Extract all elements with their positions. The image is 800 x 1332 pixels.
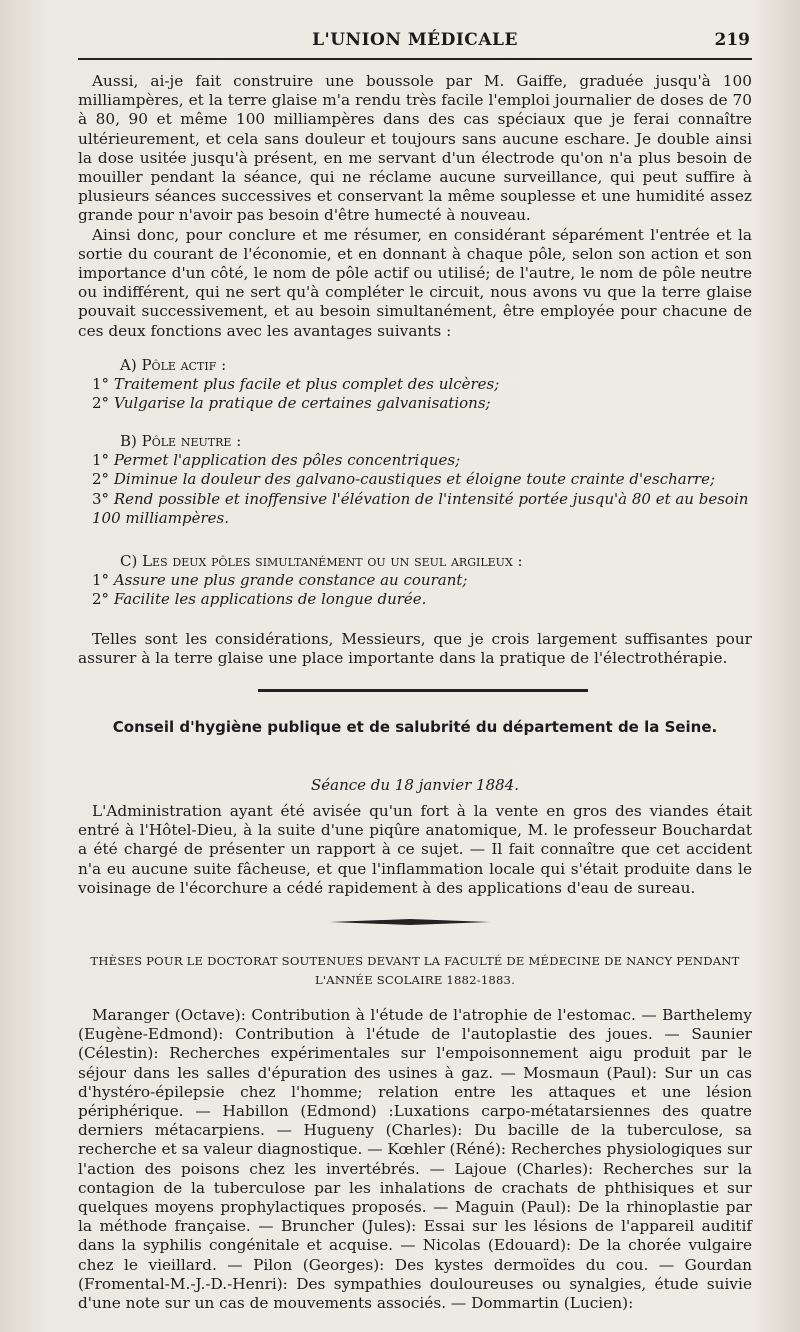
theses-text — [78, 1006, 752, 1313]
closing-text — [78, 630, 752, 668]
ornamental-rule — [330, 919, 490, 925]
list-item — [78, 470, 752, 489]
paragraph-conclusion: Ainsi donc, pour conclure et me résumer, en considérant séparément l'entrée et la sortie du courant de l'économie, et en donnant à chaque pôle, selon son action et son importance d'un côté, le nom de pôle actif ou utilisé; de l'autre, le nom de pôle neutre ou indifférent, qui ne sert qu'à compléter le circuit, nous avons vu que la terre glaise pouvait successivement, et au besoin simultanément, être employée pour chacune de ces deux fonctions avec les avantages suivants : — [78, 225, 752, 340]
session-date: Séance du 18 janvier 1884. — [311, 776, 519, 794]
item-number: 2° — [92, 394, 110, 413]
paragraph-theses: Maranger (Octave): Contribution à l'étude de l'atrophie de l'estomac. — Barthelemy (Eugène-Edmond): Contribution à l'étude de l'autoplastie des joues. — Saunier (Célestin): Recherches expérimentales sur l'empoisonnement aigu produit par le séjour dans les salles d'épuration des usines à gaz. — Mosmaun (Paul): Sur un cas d'hystéro-épilepsie chez l'homme; relation entre les attaques et une lésion périphérique. — Habillon (Edmond) :Luxations carpo-métatarsiennes des quatre derniers métacarpiens. — Hugueny (Charles): Du bacille de la tuberculose, sa recherche et sa valeur diagnostique. — Kœhler (Réné): Recherches physiologiques sur l'action des poisons chez les invertébrés. — Lajoue (Charles): Recherches sur la contagion de la tuberculose par les inhalations de crachats de phthisiques et sur quelques moyens prophylactiques proposés. — Maguin (Paul): De la rhinoplastie par la méthode française. — Bruncher (Jules): Essai sur les lésions de l'appareil auditif dans la syphilis congénitale et acquise. — Nicolas (Edouard): De la chorée vulgaire chez le vieillard. — Pilon (Georges): Des kystes dermoïdes du cou. — Gourdan (Fromental-M.-J.-D.-Henri): Des sympathies douloureuses ou synalgies, étude suivie d'une note sur un cas de mouvements associés. — Dommartin (Lucien): — [78, 1006, 752, 1313]
list-heading: A) Pôle actif : — [120, 356, 227, 374]
list-pole-neutre — [78, 432, 752, 528]
section-divider — [258, 689, 588, 692]
item-text: Facilite les applications de longue durée. — [113, 590, 427, 609]
list-heading: C) Les deux pôles simultanément ou un seul argileux : — [120, 552, 523, 570]
running-header — [78, 28, 752, 60]
section-text — [78, 802, 752, 898]
theses-heading-line2: L'ANNÉE SCOLAIRE 1882-1883. — [314, 973, 516, 987]
list-item — [78, 571, 752, 590]
list-heading: B) Pôle neutre : — [120, 432, 242, 450]
item-number: 2° — [92, 470, 110, 489]
item-text: Traitement plus facile et plus complet des ulcères; — [113, 375, 500, 394]
item-number: 1° — [92, 451, 110, 470]
item-text: Rend possible et inoffensive l'élévation de l'intensité portée jusqu'à 80 et au besoin 100 milliampères. — [92, 489, 749, 527]
section-title: Conseil d'hygiène publique et de salubrité du département de la Seine. — [112, 718, 718, 736]
theses-heading-line1: THÈSES POUR LE DOCTORAT SOUTENUES DEVANT LA FACULTÉ DE MÉDECINE DE NANCY PENDANT — [90, 954, 740, 968]
item-text: Vulgarise la pratique de certaines galvanisations; — [113, 394, 491, 413]
paragraph-closing: Telles sont les considérations, Messieurs, que je crois largement suffisantes pour assurer à la terre glaise une place importante dans la pratique de l'électrothérapie. — [78, 630, 752, 668]
page-number: 219 — [714, 30, 750, 50]
list-item — [78, 451, 752, 470]
intro-text — [78, 72, 752, 341]
item-text: Diminue la douleur des galvano-caustiques et éloigne toute crainte d'escharre; — [113, 470, 716, 489]
list-item — [78, 490, 752, 528]
item-number: 3° — [92, 489, 110, 508]
item-number: 2° — [92, 590, 110, 609]
list-item — [78, 394, 752, 413]
paragraph-conseil: L'Administration ayant été avisée qu'un fort à la vente en gros des viandes était entré à l'Hôtel-Dieu, à la suite d'une piqûre anatomique, M. le professeur Bouchardat a été chargé de présenter un rapport à ce sujet. — Il fait connaître que cet accident n'a eu aucune suite fâcheuse, et que l'inflammation locale qui s'était produite dans le voisinage de l'écorchure a cédé rapidement à des applications d'eau de sureau. — [78, 802, 752, 897]
item-text: Permet l'application des pôles concentriques; — [113, 451, 461, 470]
ornament-shape — [330, 919, 490, 925]
item-number: 1° — [92, 571, 110, 590]
theses-heading — [78, 952, 752, 990]
list-item — [78, 590, 752, 609]
item-text: Assure une plus grande constance au courant; — [113, 571, 468, 590]
list-item — [78, 375, 752, 394]
list-deux-poles — [78, 552, 752, 610]
paragraph-boussole: Aussi, ai-je fait construire une boussole par M. Gaiffe, graduée jusqu'à 100 milliampères, et la terre glaise m'a rendu très facile l'emploi journalier de doses de 70 à 80, 90 et même 100 milliampères dans des cas spéciaux que je ferai connaître ultérieurement, et cela sans douleur et toujours sans aucune eschare. Je double ainsi la dose usitée jusqu'à présent, en me servant d'un électrode qu'on n'a plus besoin de mouiller pendant la séance, qui ne réclame aucune surveillance, qui peut suffire à plusieurs séances successives et conservant la même souplesse et une humidité assez grande pour n'avoir pas besoin d'être humecté à nouveau. — [78, 72, 752, 225]
list-pole-actif — [78, 356, 752, 414]
journal-title: L'UNION MÉDICALE — [312, 30, 518, 50]
item-number: 1° — [92, 375, 110, 394]
